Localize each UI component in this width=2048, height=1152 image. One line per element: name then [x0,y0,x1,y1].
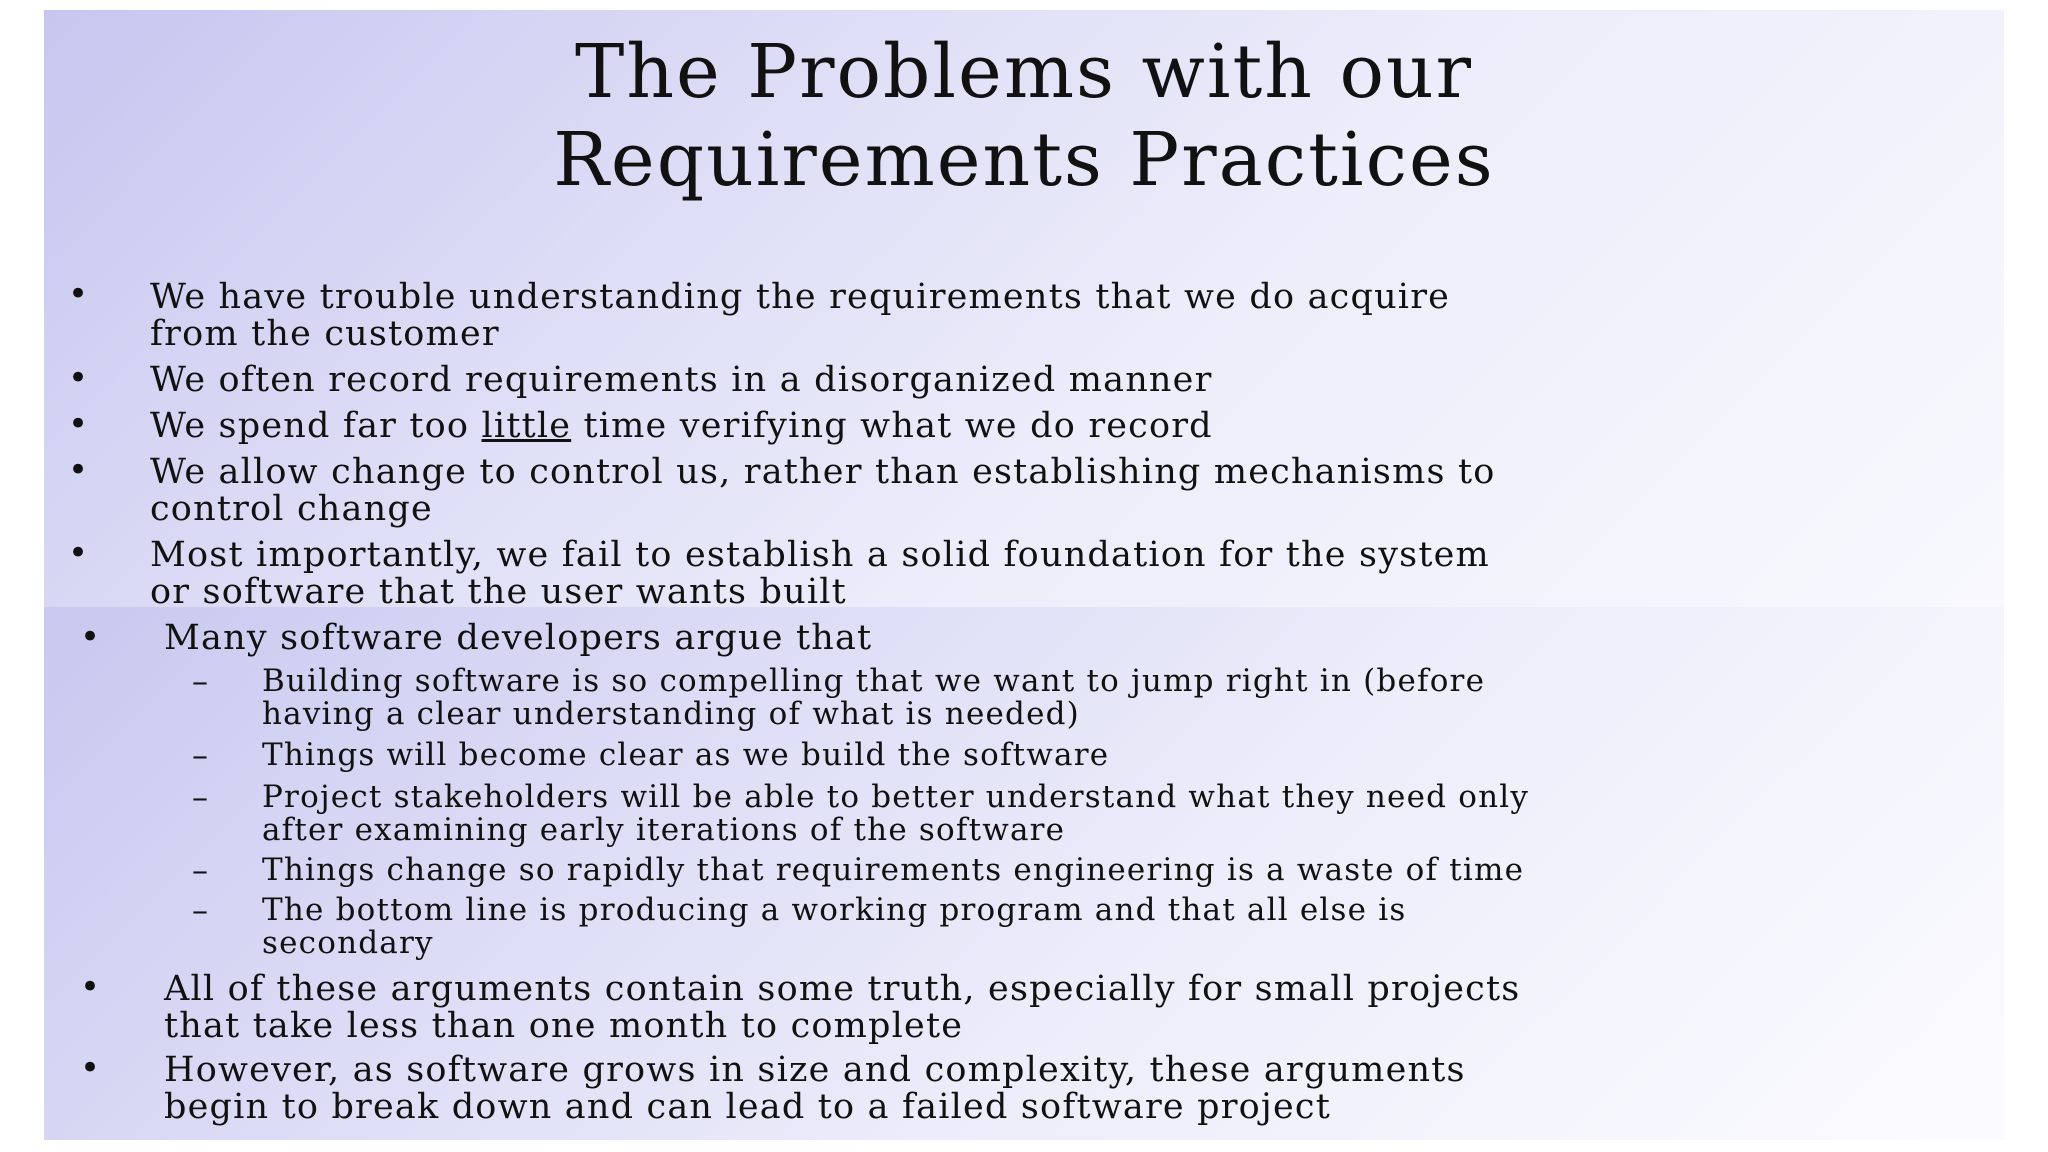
sub-bullet-text-line: Things will become clear as we build the software [262,737,1110,773]
bullet-text-line: We have trouble understanding the requirements that we do acquire [150,277,1451,317]
bullet-text-line: from the customer [150,314,500,354]
sub-bullet-text-line: Building software is so compelling that we want to jump right in (before [262,663,1486,699]
bullet-icon: • [68,533,89,573]
bullet-text-after: time verifying what we do record [571,406,1213,446]
bullet-icon: • [68,404,89,444]
dash-icon: – [192,778,208,816]
bullet-icon: • [80,967,101,1007]
sub-bullet-text-line: having a clear understanding of what is needed) [262,696,1080,732]
dash-icon: – [192,851,208,889]
slide-title-line-2: Requirements Practices [553,117,1495,203]
sub-bullet-text-line: Project stakeholders will be able to better understand what they need only [262,779,1530,815]
bullet-text-line: that take less than one month to complete [164,1006,964,1046]
bullet-text-line: begin to break down and can lead to a failed software project [164,1087,1331,1127]
slide-title-line-1: The Problems with our [574,29,1474,115]
dash-icon: – [192,662,208,700]
dash-icon: – [192,891,208,929]
bullet-text-before: We spend far too [150,406,482,446]
underlined-word: little [481,406,572,446]
bullet-icon: • [68,274,89,314]
sub-bullet-text-line: Things change so rapidly that requirements engineering is a waste of time [262,852,1525,888]
slide-developer-arguments [44,607,2004,1140]
bullet-icon: • [80,1048,101,1088]
bullet-text-line: However, as software grows in size and complexity, these arguments [164,1050,1466,1090]
bullet-text-line: Many software developers argue that [164,618,873,658]
bullet-text-line: All of these arguments contain some truth, especially for small projects [164,969,1521,1009]
bullet-text-line: Most importantly, we fail to establish a solid foundation for the system [150,535,1490,575]
bullet-text-line: We often record requirements in a disorganized manner [150,360,1213,400]
bullet-text-line [150,408,1213,445]
bullet-text-line: or software that the user wants built [150,572,847,607]
sub-bullet-text-line: The bottom line is producing a working program and that all else is [262,892,1407,928]
bullet-icon: • [68,358,89,398]
bullet-icon: • [80,617,101,657]
slide-problems [44,10,2004,607]
sub-bullet-text-line: secondary [262,925,434,961]
bullet-text-line: We allow change to control us, rather than establishing mechanisms to [150,452,1496,492]
bullet-text-line: control change [150,489,433,529]
sub-bullet-text-line: after examining early iterations of the software [262,812,1066,848]
dash-icon: – [192,736,208,774]
bullet-icon: • [68,450,89,490]
